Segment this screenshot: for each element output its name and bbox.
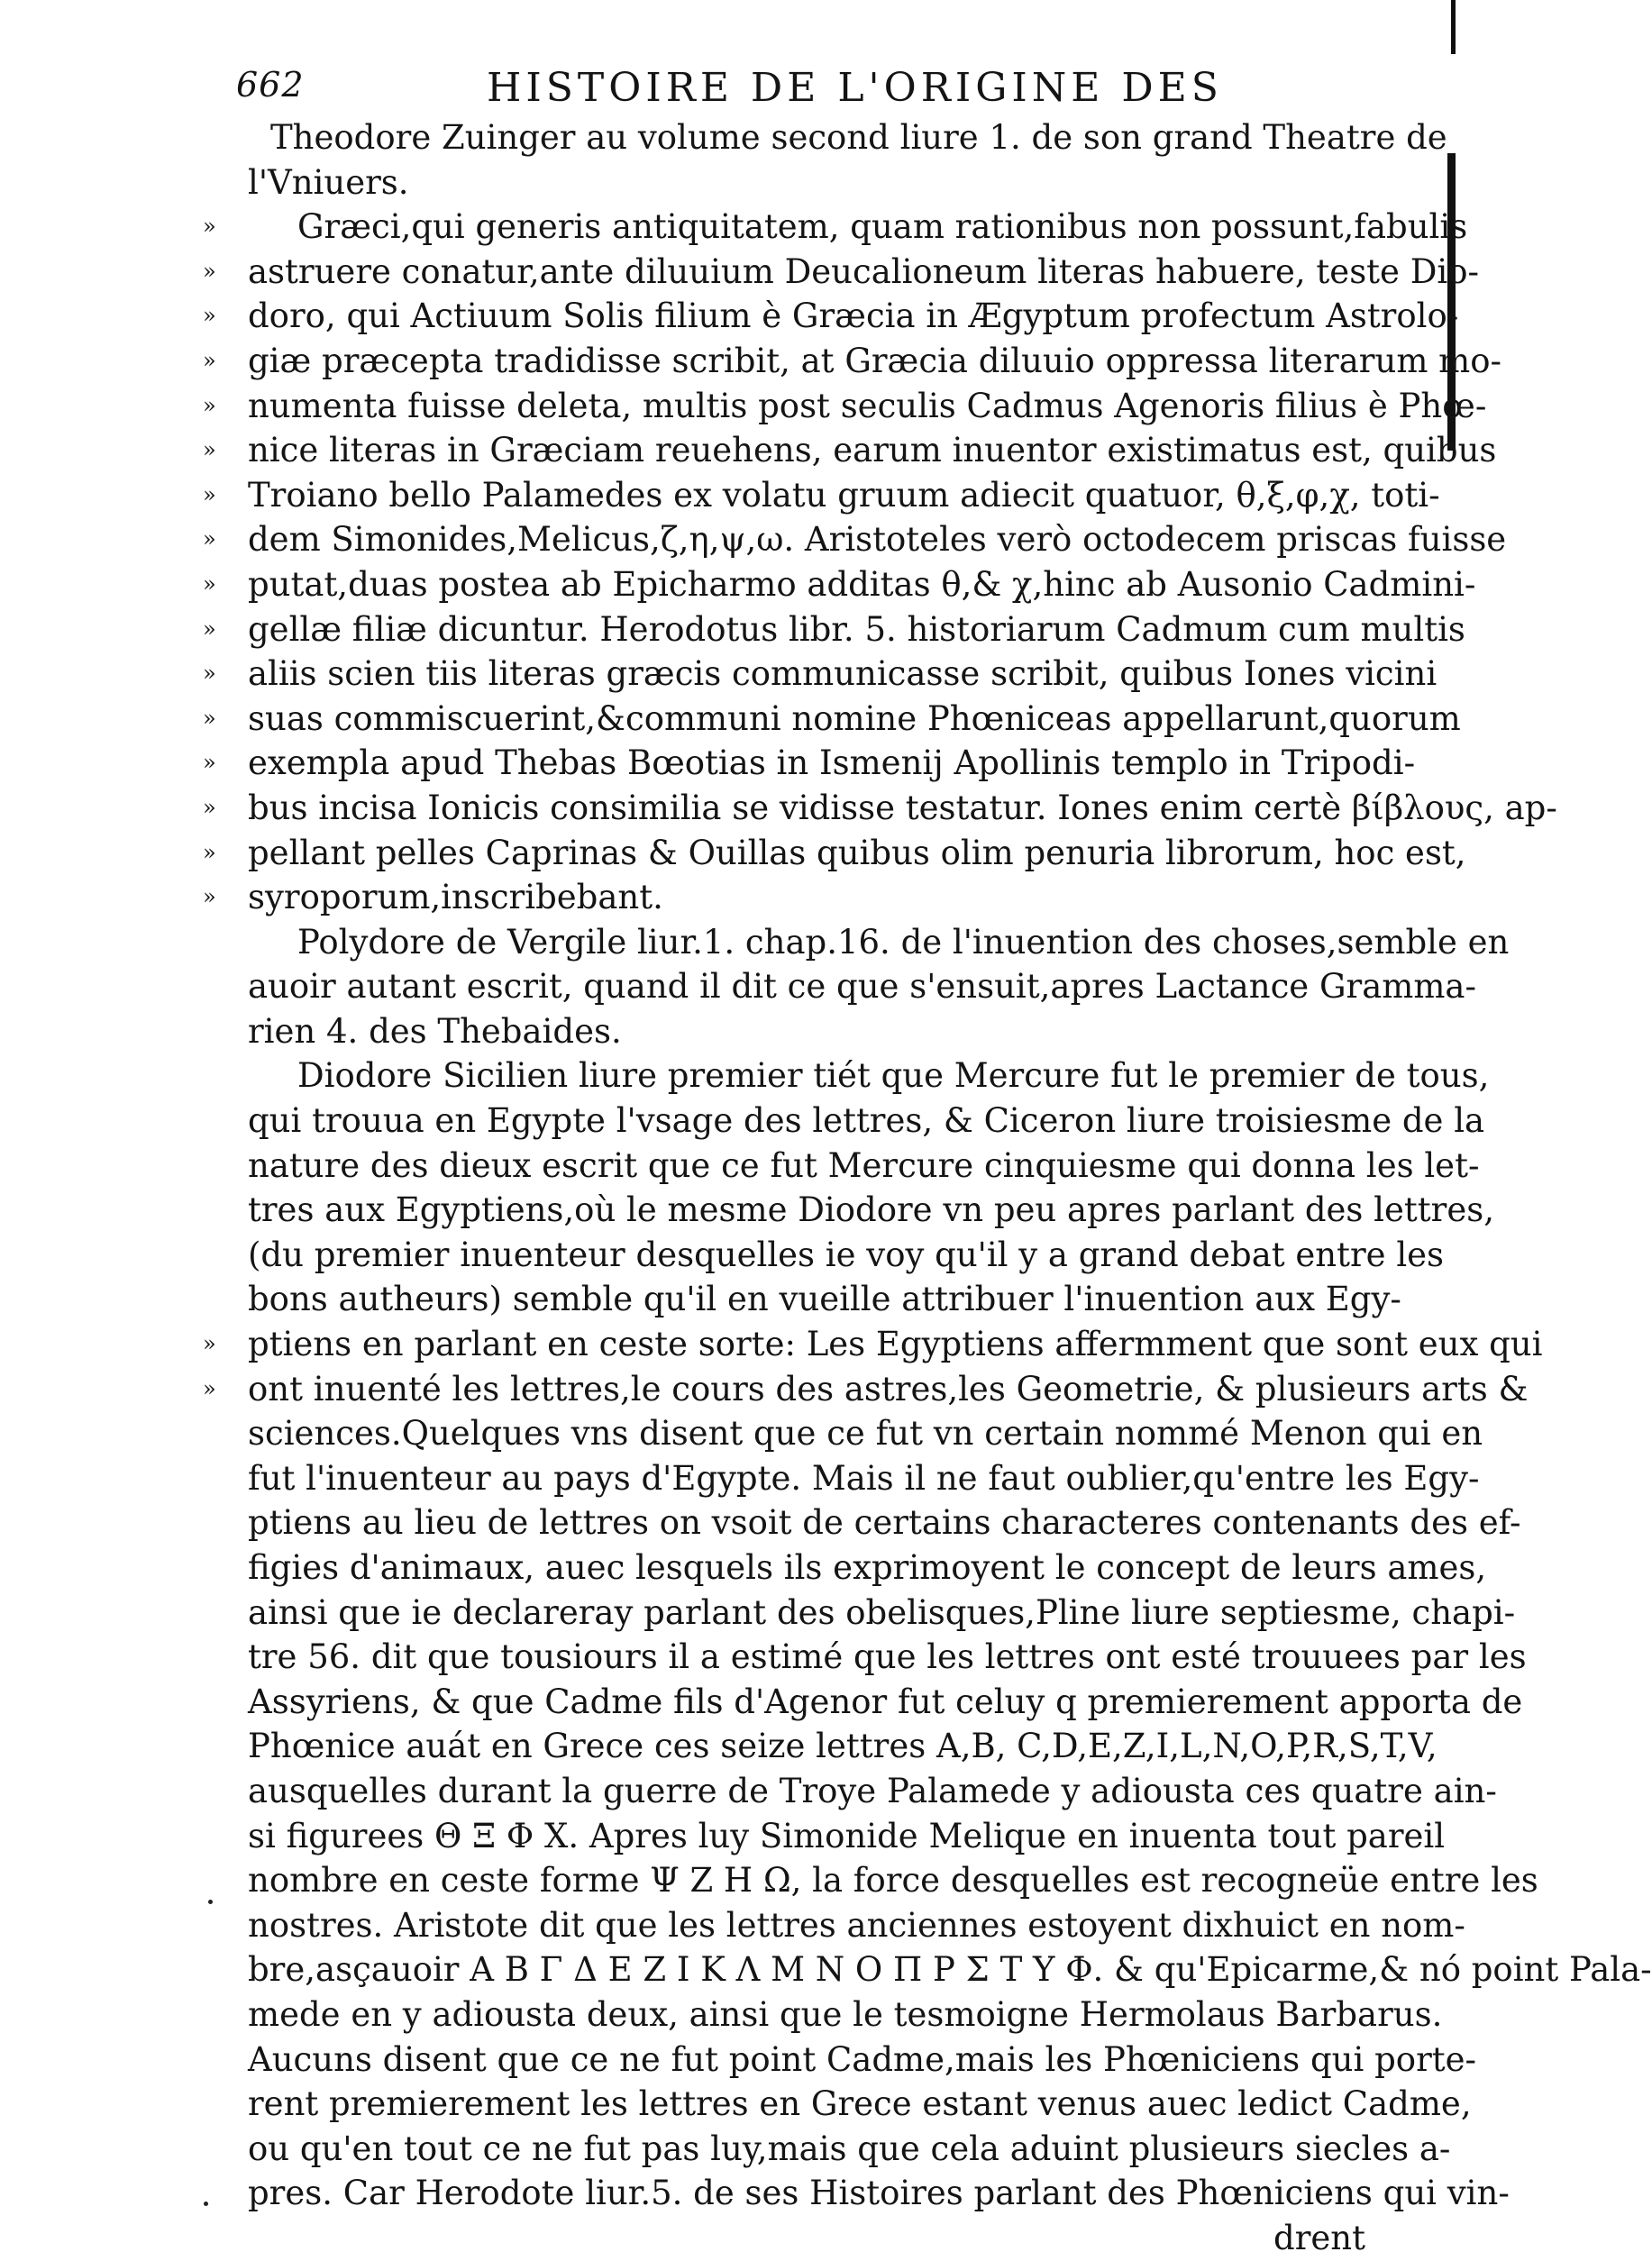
text-line: [203, 517, 1507, 562]
line-text: fut l'inuenteur au pays d'Egypte. Mais il ne faut oublier,qu'entre les Egy-: [248, 1458, 1480, 1498]
ink-speck: [208, 1900, 213, 1904]
line-text: Troiano bello Palamedes ex volatu gruum adiecit quatuor, θ,ξ,φ,χ, toti-: [248, 475, 1440, 515]
line-text: ont inuenté les lettres,le cours des astres,les Geometrie, & plusieurs arts &: [248, 1369, 1529, 1409]
text-line: [203, 1322, 1543, 1367]
text-line: [248, 964, 1476, 1009]
line-text: aliis scien tiis literas græcis communicasse scribit, quibus Iones vicini: [248, 654, 1438, 694]
quote-mark: »: [203, 1331, 217, 1357]
page-edge-shadow-top: [1451, 0, 1456, 54]
quote-mark: »: [203, 705, 217, 731]
line-text: ou qu'en tout ce ne fut pas luy,mais que cela aduint plusieurs siecles a-: [248, 2129, 1451, 2168]
text-line: [248, 160, 1365, 205]
text-line: [248, 1814, 1446, 1859]
line-text: (du premier inuenteur desquelles ie voy qu'il y a grand debat entre les: [248, 1235, 1445, 1274]
line-text: astruere conatur,ante diluuium Deucalioneum literas habuere, teste Dio-: [248, 251, 1479, 291]
text-line: [203, 384, 1487, 429]
line-text: putat,duas postea ab Epicharmo additas θ,& χ,hinc ab Ausonio Cadmini-: [248, 564, 1476, 604]
text-line: [248, 2038, 1477, 2083]
line-text: bre,asçauoir Α Β Γ Δ Ε Ζ Ι Κ Λ Μ Ν Ο Π Ρ Σ Τ Υ Φ. & qu'Epicarme,& nó point Pala-: [248, 1950, 1652, 1990]
quote-mark: »: [203, 794, 217, 820]
quote-mark: »: [203, 258, 217, 284]
text-line: [248, 1009, 1365, 1054]
text-line: [248, 1188, 1494, 1233]
text-line: [203, 473, 1440, 518]
line-text: ainsi que ie declareray parlant des obelisques,Pline liure septiesme, chapi-: [248, 1592, 1516, 1632]
line-text: l'Vniuers.: [248, 162, 409, 202]
line-text: ptiens en parlant en ceste sorte: Les Egyptiens affermment que sont eux qui: [248, 1325, 1543, 1364]
line-text: syroporum,inscribebant.: [248, 878, 663, 917]
text-line: [203, 250, 1479, 295]
text-line: [248, 115, 1447, 160]
text-line: [248, 1411, 1483, 1456]
text-line: [203, 428, 1497, 473]
text-line: [248, 1591, 1516, 1636]
line-text: tres aux Egyptiens,où le mesme Diodore vn peu apres parlant des lettres,: [248, 1190, 1494, 1230]
line-text: pres. Car Herodote liur.5. de ses Histoires parlant des Phœniciens qui vin-: [248, 2174, 1510, 2213]
text-line: [248, 1769, 1497, 1814]
text-line: [203, 652, 1438, 697]
text-line: [248, 2082, 1472, 2127]
text-line: [203, 339, 1502, 384]
line-text: Polydore de Vergile liur.1. chap.16. de l'inuention des choses,semble en: [297, 922, 1510, 962]
line-text: nice literas in Græciam reuehens, earum inuentor existimatus est, quibus: [248, 431, 1497, 470]
text-line: [248, 1099, 1485, 1144]
line-text: bus incisa Ionicis consimilia se vidisse testatur. Iones enim certè βίβλους, ap-: [248, 788, 1557, 827]
line-text: si figurees Θ Ξ Φ Χ. Apres luy Simonide Melique en inuenta tout pareil: [248, 1816, 1446, 1855]
text-line: [248, 2127, 1451, 2172]
line-text: rent premierement les lettres en Grece estant venus auec ledict Cadme,: [248, 2084, 1472, 2124]
text-line: [248, 2171, 1510, 2216]
line-text: tre 56. dit que tousiours il a estimé que les lettres ont esté trouuees par les: [248, 1637, 1527, 1677]
running-head: HISTOIRE DE L'ORIGINE DES: [487, 65, 1223, 111]
text-line: [248, 1680, 1523, 1725]
text-line: [248, 1144, 1480, 1189]
line-text: nature des dieux escrit que ce fut Mercure cinquiesme qui donna les let-: [248, 1145, 1480, 1185]
line-text: gellæ filiæ dicuntur. Herodotus libr. 5. historiarum Cadmum cum multis: [248, 609, 1465, 649]
quote-mark: »: [203, 1375, 217, 1401]
line-text: numenta fuisse deleta, multis post seculis Cadmus Agenoris filius è Phœ-: [248, 386, 1487, 425]
line-text: nombre en ceste forme Ψ Ζ Η Ω, la force desquelles est recogneüe entre les: [248, 1861, 1538, 1901]
line-text: nostres. Aristote dit que les lettres anciennes estoyent dixhuict en nom-: [248, 1905, 1465, 1945]
text-line: [203, 1367, 1529, 1412]
line-text: doro, qui Actiuum Solis filium è Græcia in Ægyptum profectum Astrolo-: [248, 296, 1459, 336]
quote-mark: »: [203, 839, 217, 865]
line-text: Diodore Sicilien liure premier tiét que Mercure fut le premier de tous,: [297, 1056, 1490, 1096]
line-text: suas commiscuerint,&communi nomine Phœniceas appellarunt,quorum: [248, 698, 1461, 738]
line-text: ausquelles durant la guerre de Troye Palamede y adiousta ces quatre ain-: [248, 1771, 1497, 1810]
body-text: [203, 115, 1652, 2261]
quote-mark: »: [203, 884, 217, 910]
text-line: [248, 1947, 1652, 1992]
text-line: [248, 1277, 1401, 1322]
text-line: [203, 697, 1461, 742]
line-text: figies d'animaux, auec lesquels ils exprimoyent le concept de leurs ames,: [248, 1548, 1487, 1587]
quote-mark: »: [203, 303, 217, 329]
quote-mark: »: [203, 615, 217, 642]
ink-speck: [204, 2202, 208, 2206]
page-number: 662: [236, 65, 305, 105]
text-line: [248, 1456, 1480, 1501]
line-text: bons autheurs) semble qu'il en vueille attribuer l'inuention aux Egy-: [248, 1280, 1401, 1319]
text-line: [248, 2216, 1365, 2261]
text-line: [248, 1724, 1438, 1769]
text-line: [203, 786, 1557, 831]
line-text: ptiens au lieu de lettres on vsoit de certains characteres contenants des ef-: [248, 1503, 1521, 1543]
line-text: Phœnice auát en Grece ces seize lettres A,B, C,D,E,Z,I,L,N,O,P,R,S,T,V,: [248, 1727, 1438, 1766]
quote-mark: »: [203, 481, 217, 507]
text-line: [248, 1635, 1527, 1680]
line-text: auoir autant escrit, quand il dit ce que s'ensuit,apres Lactance Gramma-: [248, 967, 1476, 1007]
text-line: [203, 562, 1476, 607]
line-text: qui trouua en Egypte l'vsage des lettres, & Ciceron liure troisiesme de la: [248, 1101, 1485, 1141]
text-line: [248, 1545, 1487, 1591]
line-text: sciences.Quelques vns disent que ce fut vn certain nommé Menon qui en: [248, 1414, 1483, 1454]
quote-mark: »: [203, 437, 217, 463]
quote-mark: »: [203, 526, 217, 552]
line-text: Theodore Zuinger au volume second liure 1. de son grand Theatre de: [270, 118, 1447, 157]
line-text: mede en y adiousta deux, ainsi que le tesmoigne Hermolaus Barbarus.: [248, 1994, 1443, 2034]
line-text: rien 4. des Thebaides.: [248, 1011, 622, 1051]
line-text: Assyriens, & que Cadme fils d'Agenor fut celuy q premierement apporta de: [248, 1682, 1523, 1721]
quote-mark: »: [203, 347, 217, 373]
line-text: Aucuns disent que ce ne fut point Cadme,mais les Phœniciens qui porte-: [248, 2039, 1477, 2079]
quote-mark: »: [203, 661, 217, 687]
line-text: drent: [1273, 2218, 1365, 2257]
text-line: [248, 1053, 1490, 1099]
text-line: [203, 831, 1466, 876]
text-line: [248, 1500, 1521, 1545]
text-line: [203, 607, 1465, 652]
text-line: [203, 741, 1416, 786]
line-text: exempla apud Thebas Bœotias in Ismenij Apollinis templo in Tripodi-: [248, 743, 1416, 783]
line-text: dem Simonides,Melicus,ζ,η,ψ,ω. Aristoteles verò octodecem priscas fuisse: [248, 520, 1507, 560]
text-line: [248, 1903, 1465, 1948]
quote-mark: »: [203, 570, 217, 597]
text-line: [248, 1992, 1443, 2038]
text-line: [248, 1858, 1538, 1903]
line-text: giæ præcepta tradidisse scribit, at Græcia diluuio oppressa literarum mo-: [248, 341, 1502, 380]
quote-mark: »: [203, 750, 217, 776]
quote-mark: »: [203, 214, 217, 240]
text-line: [203, 294, 1459, 339]
text-line: [203, 205, 1468, 250]
text-line: [203, 875, 1365, 920]
line-text: Græci,qui generis antiquitatem, quam rationibus non possunt,fabulis: [297, 207, 1468, 247]
quote-mark: »: [203, 392, 217, 418]
line-text: pellant pelles Caprinas & Ouillas quibus olim penuria librorum, hoc est,: [248, 833, 1466, 872]
text-line: [248, 920, 1510, 965]
text-line: [248, 1233, 1445, 1278]
